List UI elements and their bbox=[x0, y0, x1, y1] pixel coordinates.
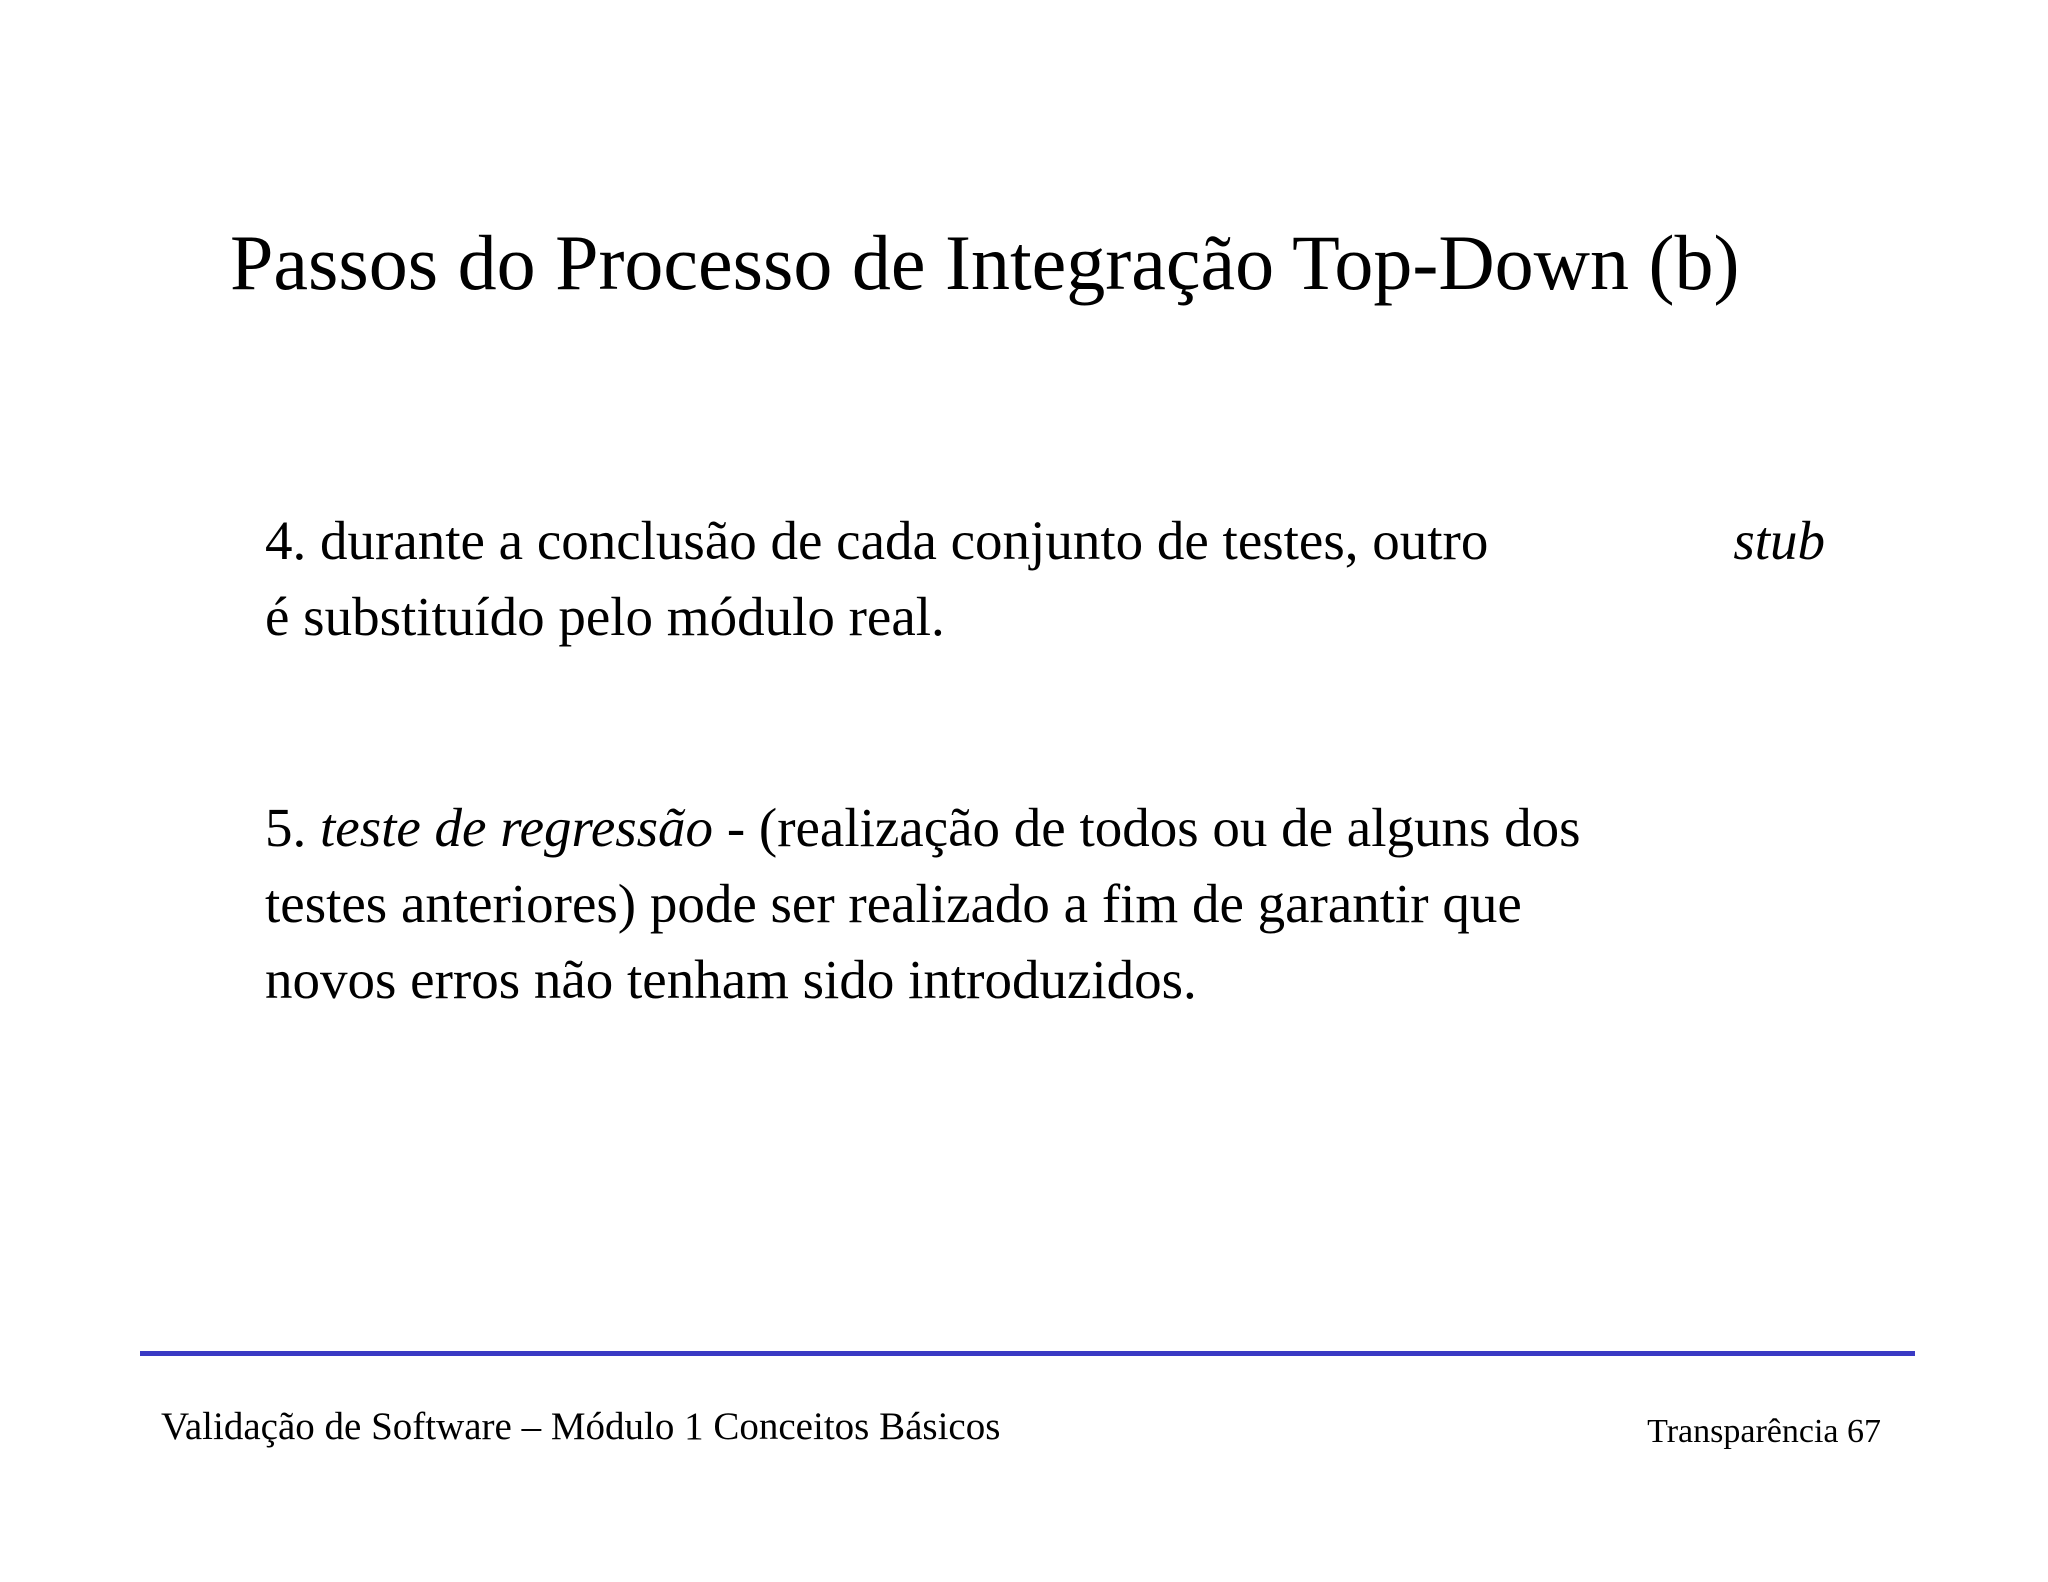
item-5-italic-term: teste de regressão bbox=[320, 797, 714, 858]
slide-title: Passos do Processo de Integração Top-Down (b) bbox=[230, 219, 1740, 306]
item-5-line-3: novos erros não tenham sido introduzidos. bbox=[265, 949, 1197, 1010]
list-item-5 bbox=[265, 790, 1825, 1018]
item-4-italic-term: stub bbox=[1733, 510, 1825, 571]
item-4-number: 4. bbox=[265, 510, 307, 571]
footer-course-title: Validação de Software – Módulo 1 Conceitos Básicos bbox=[161, 1405, 1001, 1448]
item-5-number: 5. bbox=[265, 797, 307, 858]
item-4-line-2: é substituído pelo módulo real. bbox=[265, 586, 945, 647]
item-4-line-1 bbox=[265, 503, 1825, 579]
item-5-line-1-rest: - (realização de todos ou de alguns dos bbox=[713, 797, 1581, 858]
list-item-4 bbox=[265, 503, 1825, 655]
item-5-line-2: testes anteriores) pode ser realizado a fim de garantir que bbox=[265, 873, 1522, 934]
footer-divider bbox=[140, 1351, 1915, 1356]
item-4-text: durante a conclusão de cada conjunto de testes, outro bbox=[320, 510, 1489, 571]
item-4-line-1-main bbox=[265, 503, 1488, 579]
footer-slide-number: Transparência 67 bbox=[1647, 1413, 1881, 1450]
item-5-line-1 bbox=[265, 790, 1825, 866]
